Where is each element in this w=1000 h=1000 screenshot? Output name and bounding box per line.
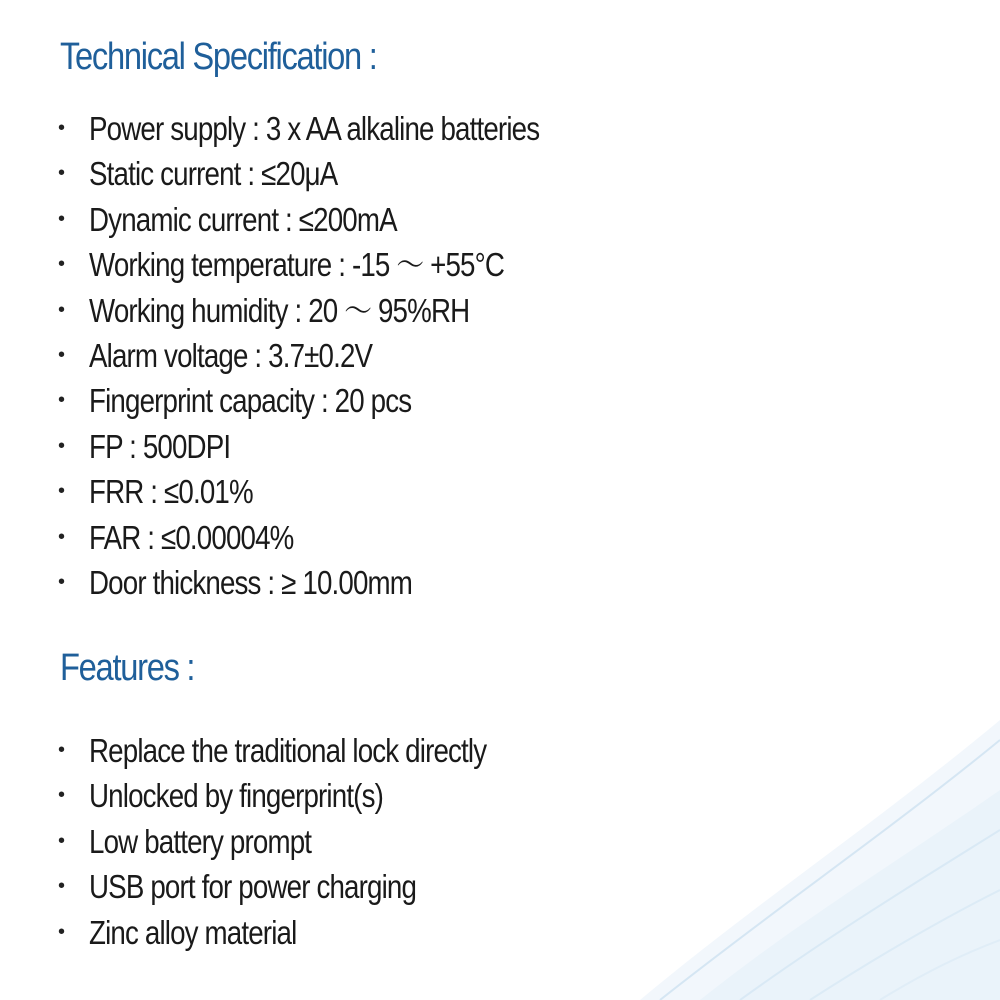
bullet-icon: • (58, 920, 66, 943)
bullet-icon: • (58, 525, 66, 548)
bullet-icon: • (58, 434, 66, 457)
spec-item-text: Static current : ≤20μA (89, 155, 338, 193)
bullet-icon: • (58, 162, 66, 185)
bullet-icon: • (58, 117, 66, 139)
spec-item-text: FRR : ≤0.01% (89, 473, 253, 511)
bullet-icon: • (58, 298, 66, 321)
feature-item-text: Low battery prompt (89, 822, 312, 860)
feature-item-text: USB port for power charging (89, 868, 417, 906)
spec-item-text: Door thickness : ≥ 10.00mm (89, 563, 413, 601)
features-heading: Features : (60, 647, 195, 689)
spec-item-text: Dynamic current : ≤200mA (89, 200, 397, 238)
spec-item-text: Power supply : 3 x AA alkaline batteries (89, 110, 540, 147)
bullet-icon: • (58, 253, 66, 276)
bullet-icon: • (58, 207, 66, 230)
bullet-icon: • (58, 480, 66, 503)
bullet-icon: • (58, 389, 66, 412)
spec-item-text: Working humidity : 20 ～ 95%RH (89, 291, 470, 329)
spec-item-text: FAR : ≤0.00004% (89, 518, 294, 556)
spec-item-text: Alarm voltage : 3.7±0.2V (89, 336, 373, 374)
feature-item-text: Replace the traditional lock directly (89, 732, 487, 769)
bullet-icon: • (58, 739, 66, 761)
bullet-icon: • (58, 570, 66, 593)
feature-item-text: Zinc alloy material (89, 913, 297, 951)
feature-item-text: Unlocked by fingerprint(s) (89, 777, 383, 815)
bullet-icon: • (58, 343, 66, 366)
spec-item-text: FP : 500DPI (89, 427, 231, 465)
bullet-icon: • (58, 875, 66, 898)
spec-item-text: Working temperature : -15 ～ +55°C (89, 246, 505, 284)
technical-specification-heading: Technical Specification : (60, 36, 377, 78)
bullet-icon: • (58, 829, 66, 852)
spec-item-text: Fingerprint capacity : 20 pcs (89, 382, 412, 420)
bullet-icon: • (58, 784, 66, 807)
